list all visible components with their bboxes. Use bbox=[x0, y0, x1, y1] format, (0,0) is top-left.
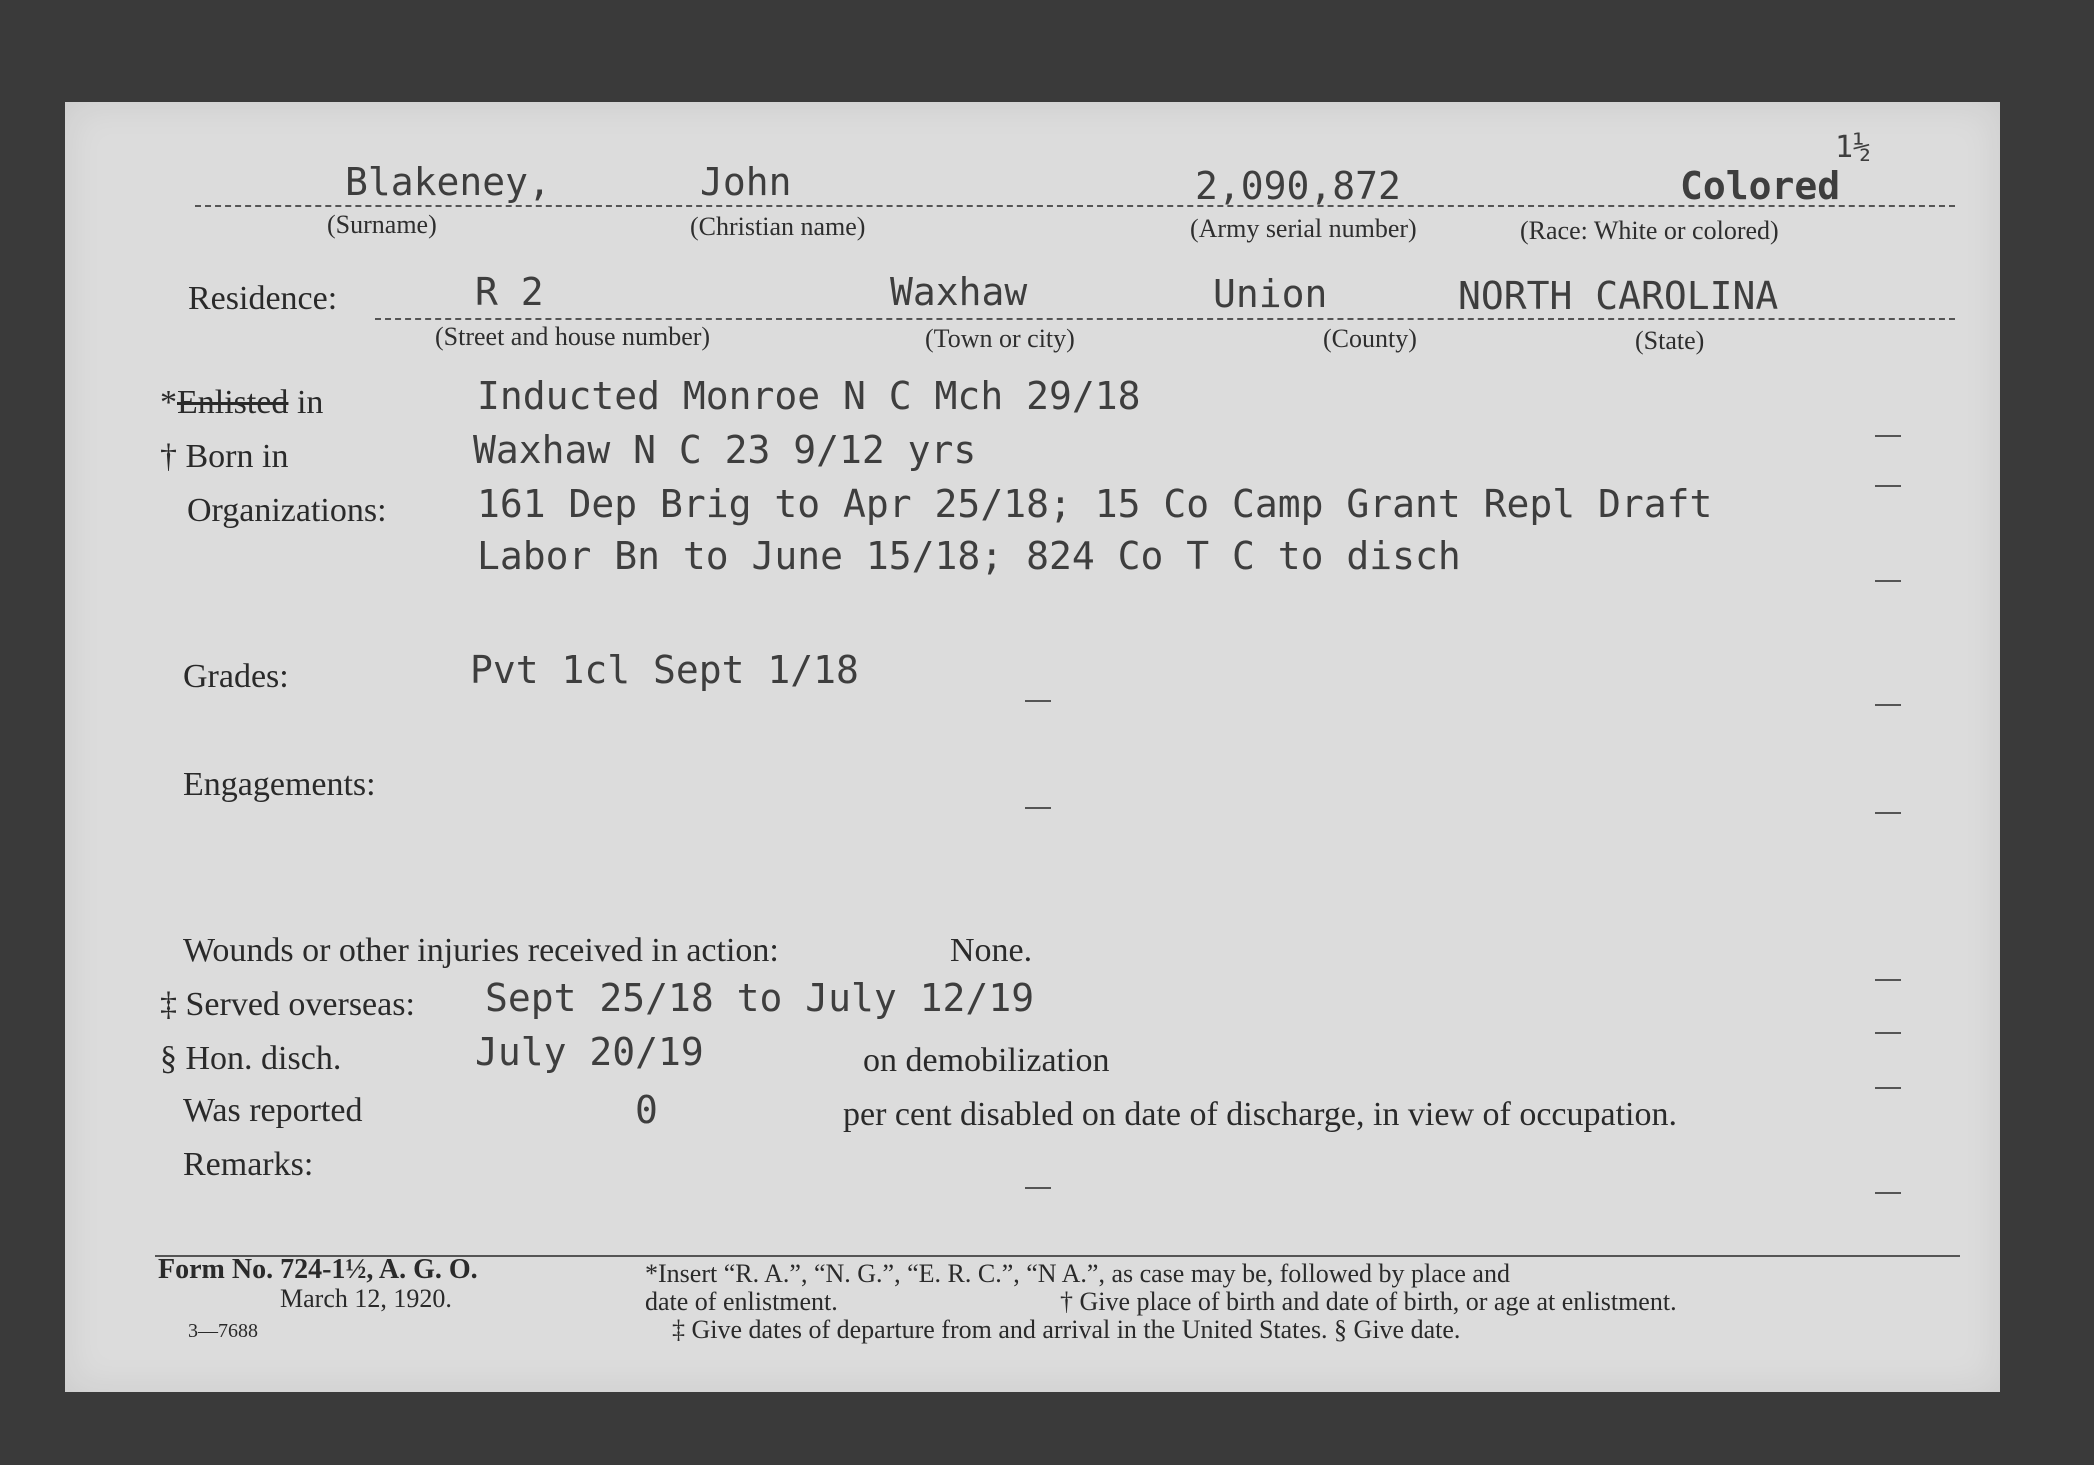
margin-dash bbox=[1025, 700, 1051, 702]
margin-dash bbox=[1875, 812, 1901, 814]
margin-dash bbox=[1875, 1032, 1901, 1034]
enlisted-value: Inducted Monroe N C Mch 29/18 bbox=[477, 374, 1141, 418]
state-caption: (State) bbox=[1635, 326, 1705, 355]
state-value: NORTH CAROLINA bbox=[1458, 274, 1779, 318]
born-value: Waxhaw N C 23 9/12 yrs bbox=[473, 428, 977, 472]
form-number: Form No. 724-1½, A. G. O. bbox=[158, 1254, 478, 1285]
surname-caption: (Surname) bbox=[327, 210, 437, 239]
footnote-1a: *Insert “R. A.”, “N. G.”, “E. R. C.”, “N A.”, as case may be, followed by place and bbox=[645, 1259, 1510, 1288]
margin-dash bbox=[1025, 807, 1051, 809]
margin-dash bbox=[1875, 1192, 1901, 1194]
footnote-3: ‡ Give dates of departure from and arrival in the United States. § Give date. bbox=[672, 1315, 1461, 1344]
enlisted-label-rest: in bbox=[288, 384, 324, 421]
christian-name-value: John bbox=[700, 160, 792, 204]
discharge-suffix: on demobilization bbox=[863, 1042, 1110, 1079]
organizations-line-2: Labor Bn to June 15/18; 824 Co T C to disch bbox=[477, 534, 1461, 578]
street-caption: (Street and house number) bbox=[435, 322, 711, 351]
surname-value: Blakeney, bbox=[345, 160, 551, 204]
race-value: Colored bbox=[1680, 164, 1841, 208]
margin-dash bbox=[1875, 979, 1901, 981]
town-caption: (Town or city) bbox=[925, 324, 1075, 353]
margin-dash bbox=[1875, 580, 1901, 582]
county-caption: (County) bbox=[1323, 324, 1417, 353]
remarks-label: Remarks: bbox=[183, 1146, 314, 1183]
engagements-label: Engagements: bbox=[183, 766, 376, 803]
margin-dash bbox=[1875, 1087, 1901, 1089]
margin-dash bbox=[1875, 704, 1901, 706]
residence-rule bbox=[375, 318, 1955, 320]
serial-number-caption: (Army serial number) bbox=[1190, 214, 1417, 243]
organizations-label: Organizations: bbox=[187, 492, 387, 529]
enlisted-label bbox=[160, 384, 323, 422]
born-label: † Born in bbox=[160, 438, 289, 475]
town-value: Waxhaw bbox=[890, 270, 1028, 314]
discharge-label: § Hon. disch. bbox=[160, 1040, 342, 1077]
overseas-label: ‡ Served overseas: bbox=[160, 986, 415, 1023]
christian-name-caption: (Christian name) bbox=[690, 212, 866, 241]
county-value: Union bbox=[1213, 272, 1328, 316]
grades-label: Grades: bbox=[183, 658, 289, 695]
enlisted-struck-word: Enlisted bbox=[177, 384, 289, 421]
print-code: 3—7688 bbox=[188, 1320, 258, 1342]
organizations-line-1: 161 Dep Brig to Apr 25/18; 15 Co Camp Grant Repl Draft bbox=[477, 482, 1713, 526]
residence-label: Residence: bbox=[188, 280, 338, 317]
reported-suffix: per cent disabled on date of discharge, in view of occupation. bbox=[843, 1096, 1677, 1133]
corner-note: 1½ bbox=[1835, 130, 1872, 165]
service-record-card bbox=[65, 102, 2000, 1392]
reported-value: 0 bbox=[635, 1088, 658, 1132]
form-date: March 12, 1920. bbox=[280, 1284, 452, 1313]
enlisted-star: * bbox=[160, 384, 177, 421]
margin-dash bbox=[1025, 1187, 1051, 1189]
footnote-2: † Give place of birth and date of birth, or age at enlistment. bbox=[1060, 1287, 1677, 1316]
discharge-value: July 20/19 bbox=[475, 1030, 704, 1074]
race-caption: (Race: White or colored) bbox=[1520, 216, 1779, 245]
grades-value: Pvt 1cl Sept 1/18 bbox=[470, 648, 859, 692]
footnote-1b: date of enlistment. bbox=[645, 1287, 838, 1316]
overseas-value: Sept 25/18 to July 12/19 bbox=[485, 976, 1035, 1020]
margin-dash bbox=[1875, 485, 1901, 487]
reported-label: Was reported bbox=[183, 1092, 363, 1129]
wounds-value: None. bbox=[950, 932, 1033, 969]
serial-number-value: 2,090,872 bbox=[1195, 164, 1401, 208]
wounds-label: Wounds or other injuries received in action: bbox=[183, 932, 779, 969]
margin-dash bbox=[1875, 435, 1901, 437]
street-value: R 2 bbox=[475, 270, 544, 314]
